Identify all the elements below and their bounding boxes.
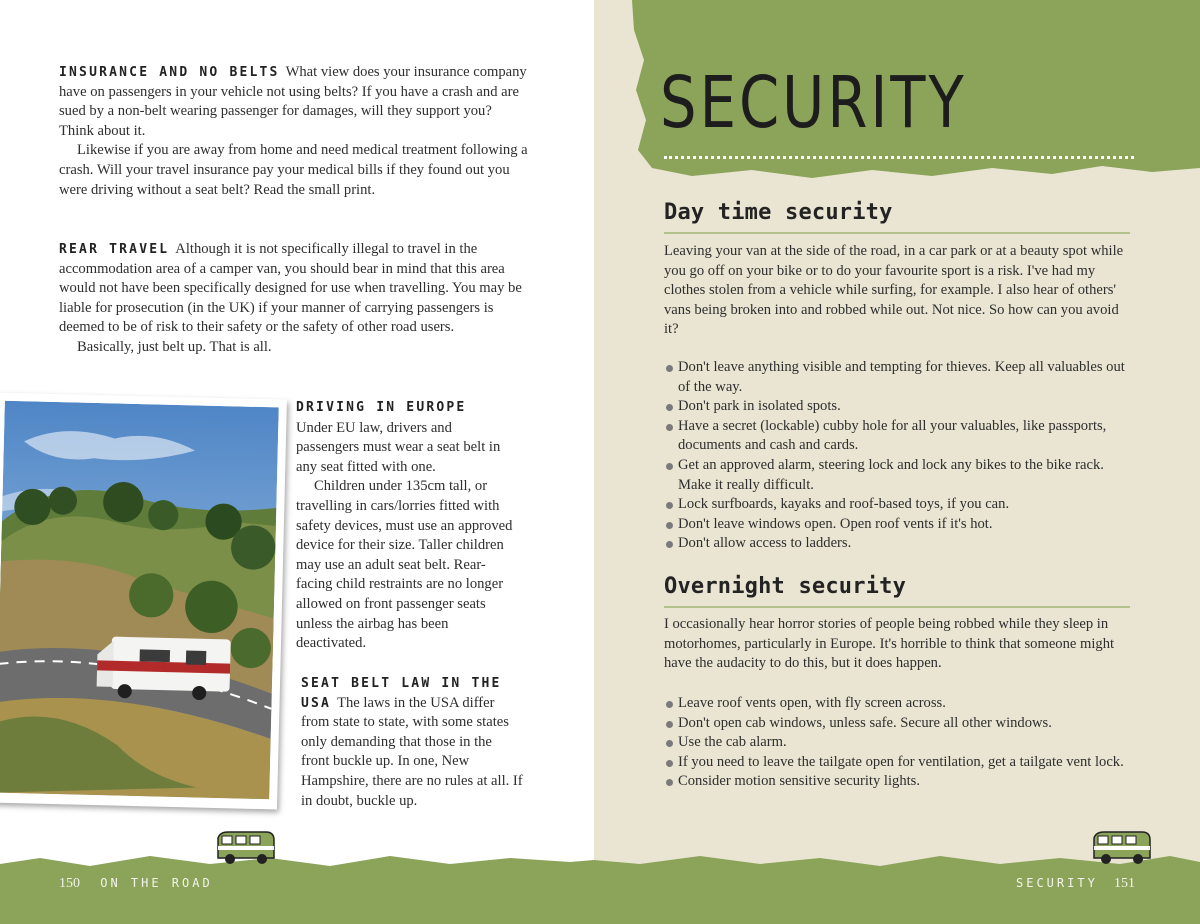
bullet-item: Get an approved alarm, steering lock and lock any bikes to the bike rack. Make it really difficult. <box>664 456 1134 495</box>
camper-van-icon <box>1090 828 1154 868</box>
bullet-item: Leave roof vents open, with fly screen across. <box>664 694 1134 714</box>
insurance-paragraph-2: Likewise if you are away from home and need medical treatment following a crash. Will your travel insurance pay your medical bills if they found out you were driving without a seat belt? Read the small print. <box>59 142 528 198</box>
insurance-heading: INSURANCE AND NO BELTS <box>59 65 280 80</box>
left-running-head: ON THE ROAD <box>100 876 213 890</box>
bullet-item: Don't leave windows open. Open roof vents if it's hot. <box>664 515 1134 535</box>
driving-europe-paragraph-1: Under EU law, drivers and passengers must wear a seat belt in any seat fitted with one. <box>296 419 501 475</box>
day-security-list <box>664 358 1134 554</box>
bullet-item: Don't park in isolated spots. <box>664 397 1134 417</box>
bullet-item: Don't open cab windows, unless safe. Secure all other windows. <box>664 714 1134 734</box>
left-page-number: 150 <box>59 876 80 891</box>
camper-van-icon <box>214 828 278 868</box>
seat-belt-usa-paragraph: The laws in the USA differ from state to state, with some states only demanding that those in the front buckle up. In one, New Hampshire, there are no rules at all. If in doubt, buckle up. <box>301 694 523 809</box>
driving-europe-heading: DRIVING IN EUROPE <box>296 400 467 415</box>
bullet-item: If you need to leave the tailgate open for ventilation, get a tailgate vent lock. <box>664 753 1134 773</box>
bullet-item: Don't leave anything visible and tempting for thieves. Keep all valuables out of the way. <box>664 358 1134 397</box>
rear-travel-section <box>59 240 529 358</box>
right-folio <box>1016 876 1135 892</box>
bullet-item: Use the cab alarm. <box>664 733 1134 753</box>
insurance-section <box>59 63 529 200</box>
rear-travel-paragraph-2: Basically, just belt up. That is all. <box>77 338 272 355</box>
right-running-head: SECURITY <box>1016 876 1098 890</box>
rear-travel-heading: REAR TRAVEL <box>59 242 170 257</box>
right-page-number: 151 <box>1114 876 1136 891</box>
overnight-security-list <box>664 694 1134 792</box>
bullet-item: Have a secret (lockable) cubby hole for all your valuables, like passports, documents and cash and cards. <box>664 417 1134 456</box>
seat-belt-usa-section <box>301 674 523 811</box>
left-folio <box>59 876 213 892</box>
day-security-heading: Day time security <box>664 200 893 225</box>
motorhome-road-photo <box>0 393 287 810</box>
driving-europe-paragraph-2: Children under 135cm tall, or travelling in cars/lorries fitted with safety devices, must use an approved device for their size. Taller children may use an adult seat belt. Rear-facing child restraints are no longer allowed on front passenger seats unless the airbag has been deactivated. <box>296 478 513 652</box>
insurance-paragraph-1: What view does your insurance company have on passengers in your vehicle not using belts? If you have a crash and are sued by a non-belt wearing passenger for damages, will they support you? Think about it. <box>59 64 527 139</box>
motorhome-road-illustration <box>0 401 279 800</box>
overnight-security-rule <box>664 606 1130 608</box>
title-dotted-rule <box>664 156 1134 159</box>
bullet-item: Don't allow access to ladders. <box>664 534 1134 554</box>
day-security-rule <box>664 232 1130 234</box>
overnight-security-intro: I occasionally hear horror stories of people being robbed while they sleep in motorhomes, particularly in Europe. It's horrible to think that someone might have the audacity to do this, but it does happen. <box>664 616 1115 672</box>
page-title: SECURITY <box>660 62 967 145</box>
driving-europe-section <box>296 398 516 654</box>
left-page <box>0 0 594 924</box>
bullet-item: Consider motion sensitive security lights. <box>664 772 1134 792</box>
seat-belt-usa-heading: SEAT BELT LAW IN THE USA <box>301 676 502 711</box>
rear-travel-paragraph-1: Although it is not specifically illegal to travel in the accommodation area of a camper van, you should bear in mind that this area would not have been specifically designed for use when travelling. You may be liable for prosecution (in the UK) if your manner of carrying passengers is deemed to be of risk to their safety or the safety of other road users. <box>59 241 522 336</box>
bullet-item: Lock surfboards, kayaks and roof-based toys, if you can. <box>664 495 1134 515</box>
day-security-intro: Leaving your van at the side of the road, in a car park or at a beauty spot while you go off on your bike or to do your favourite sport is a risk. I've had my clothes stolen from a vehicle while surfing, for example. I also hear of others' vans being broken into and robbed while out. Not nice. So how can you avoid it? <box>664 243 1124 338</box>
overnight-security-heading: Overnight security <box>664 574 907 599</box>
